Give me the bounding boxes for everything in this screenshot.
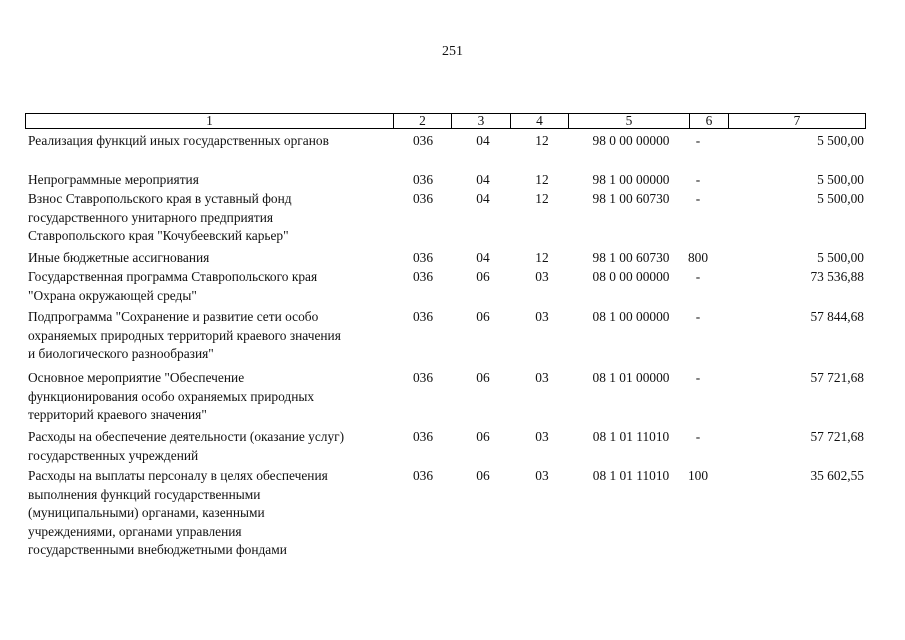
cell-amount: 35 602,55 [810, 468, 864, 483]
row-description [28, 249, 398, 268]
header-col-5: 5 [568, 114, 689, 128]
cell-expense-type: 800 [687, 250, 709, 265]
header-col-1: 1 [206, 113, 213, 128]
header-col-2: 2 [393, 114, 451, 128]
description-line: территорий краевого значения" [28, 407, 207, 422]
cell-amount: 73 536,88 [810, 269, 864, 284]
cell-subsection: 03 [535, 269, 549, 284]
cell-section: 06 [476, 429, 490, 444]
row-description [28, 467, 398, 560]
cell-section: 04 [476, 250, 490, 265]
description-line: государственных учреждений [28, 447, 199, 463]
cell-expense-type: - [695, 172, 701, 187]
cell-subsection: 12 [535, 172, 549, 187]
cell-code: 036 [412, 250, 434, 265]
cell-target: 08 0 00 00000 [592, 269, 670, 284]
description-line: Государственная программа Ставропольского края [28, 269, 318, 284]
row-description [28, 190, 398, 246]
cell-amount: 5 500,00 [817, 172, 864, 187]
cell-expense-type: - [695, 429, 701, 444]
cell-amount: 5 500,00 [817, 191, 864, 206]
cell-expense-type: 100 [687, 468, 709, 483]
cell-subsection: 03 [535, 468, 549, 483]
cell-target: 98 0 00 00000 [592, 133, 670, 148]
cell-subsection: 03 [535, 309, 549, 324]
cell-subsection: 12 [535, 250, 549, 265]
cell-code: 036 [412, 468, 434, 483]
row-description [28, 428, 398, 465]
description-line: Непрограммные мероприятия [28, 172, 199, 187]
description-line: охраняемых природных территорий краевого значения [28, 327, 341, 343]
cell-subsection: 03 [535, 429, 549, 444]
description-line: функционирования особо охраняемых природных [28, 388, 315, 404]
cell-expense-type: - [695, 133, 701, 148]
cell-target: 08 1 01 00000 [592, 370, 670, 385]
cell-code: 036 [412, 269, 434, 284]
cell-subsection: 12 [535, 191, 549, 206]
description-line: Ставропольского края "Кочубеевский карьер" [28, 228, 289, 243]
description-line: выполнения функций государственными [28, 486, 261, 502]
description-line: (муниципальными) органами, казенными [28, 505, 265, 520]
cell-amount: 57 721,68 [810, 429, 864, 444]
description-line: Подпрограмма "Сохранение и развитие сети особо [28, 309, 319, 324]
cell-code: 036 [412, 191, 434, 206]
cell-section: 04 [476, 191, 490, 206]
cell-section: 06 [476, 468, 490, 483]
cell-expense-type: - [695, 191, 701, 206]
cell-code: 036 [412, 133, 434, 148]
description-line: Расходы на обеспечение деятельности (оказание услуг) [28, 429, 345, 444]
description-line: Основное мероприятие "Обеспечение [28, 370, 245, 385]
description-line: Взнос Ставропольского края в уставный фонд [28, 191, 292, 206]
row-description [28, 308, 398, 364]
cell-section: 04 [476, 133, 490, 148]
description-line: "Охрана окружающей среды" [28, 287, 197, 303]
cell-expense-type: - [695, 309, 701, 324]
cell-subsection: 03 [535, 370, 549, 385]
description-line: и биологического разнообразия" [28, 346, 214, 361]
description-line: Реализация функций иных государственных органов [28, 133, 329, 148]
cell-expense-type: - [695, 370, 701, 385]
row-description [28, 268, 398, 305]
header-col-4: 4 [510, 114, 568, 128]
cell-amount: 5 500,00 [817, 250, 864, 265]
cell-code: 036 [412, 429, 434, 444]
cell-expense-type: - [695, 269, 701, 284]
cell-section: 06 [476, 309, 490, 324]
cell-target: 08 1 01 11010 [592, 468, 670, 483]
description-line: Расходы на выплаты персоналу в целях обеспечения [28, 468, 328, 483]
description-line: государственного унитарного предприятия [28, 209, 274, 225]
header-col-3: 3 [451, 114, 510, 128]
cell-target: 08 1 00 00000 [592, 309, 670, 324]
cell-code: 036 [412, 172, 434, 187]
row-description [28, 171, 398, 190]
cell-code: 036 [412, 309, 434, 324]
description-line: государственными внебюджетными фондами [28, 542, 287, 557]
cell-section: 06 [476, 269, 490, 284]
cell-section: 06 [476, 370, 490, 385]
cell-target: 98 1 00 00000 [592, 172, 670, 187]
cell-target: 08 1 01 11010 [592, 429, 670, 444]
description-line: учреждениями, органами управления [28, 523, 242, 539]
header-col-6: 6 [689, 114, 728, 128]
cell-amount: 57 844,68 [810, 309, 864, 324]
row-description [28, 132, 398, 151]
cell-target: 98 1 00 60730 [592, 250, 670, 265]
cell-target: 98 1 00 60730 [592, 191, 670, 206]
cell-code: 036 [412, 370, 434, 385]
description-line: Иные бюджетные ассигнования [28, 250, 210, 265]
table-header [25, 113, 866, 129]
header-col-7: 7 [728, 114, 865, 128]
cell-amount: 57 721,68 [810, 370, 864, 385]
cell-section: 04 [476, 172, 490, 187]
cell-amount: 5 500,00 [817, 133, 864, 148]
page-number: 251 [442, 44, 463, 59]
row-description [28, 369, 398, 425]
cell-subsection: 12 [535, 133, 549, 148]
